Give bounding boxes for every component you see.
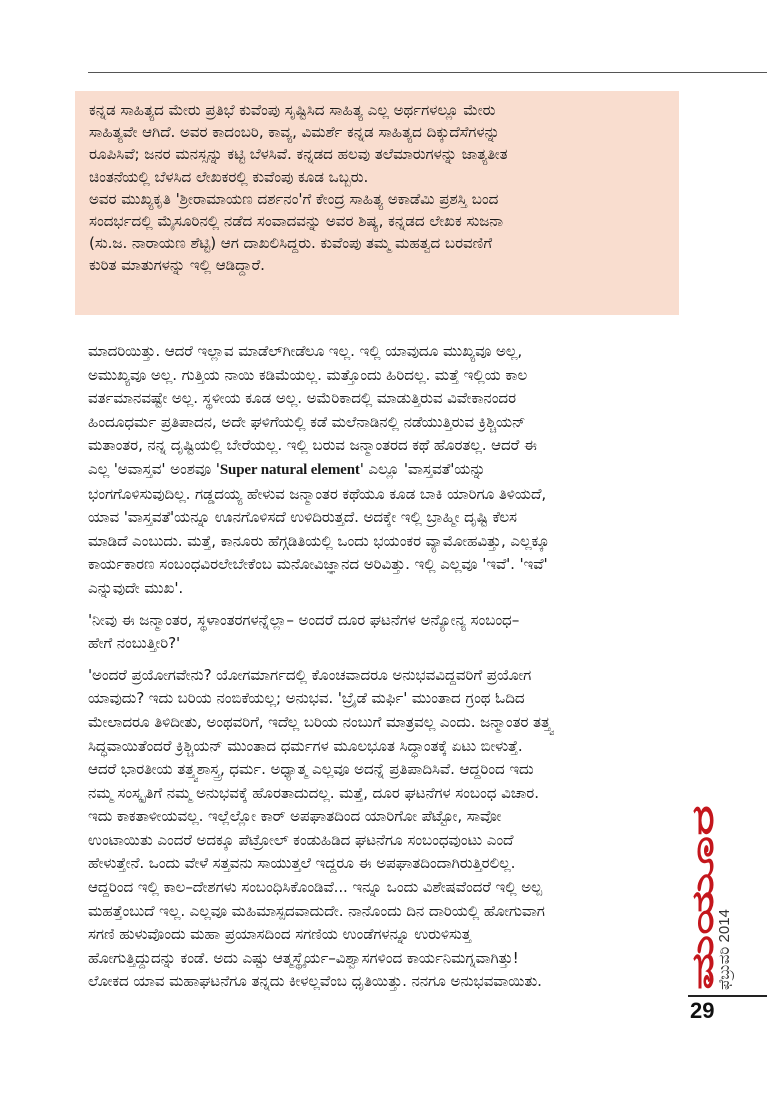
body-line: ಮಹತ್ತೆಂಬುದೆ ಇಲ್ಲ. ಎಲ್ಲವೂ ಮಹಿಮಾಸ್ಪದವಾದುದೇ. ನಾನೊಂದು ದಿನ ದಾರಿಯಲ್ಲಿ ಹೋಗುವಾಗ bbox=[88, 901, 545, 920]
body-line: ವರ್ತಮಾನವಷ್ಟೇ ಅಲ್ಲ. ಸ್ಥಳೀಯ ಕೂಡ ಅಲ್ಲ. ಅಮೆರಿಕಾದಲ್ಲಿ ಮಾಡುತ್ತಿರುವ ವಿವೇಕಾನಂದರ bbox=[88, 389, 516, 408]
issue-date: ಫೆಬ್ರುವರಿ 2014 bbox=[716, 909, 733, 990]
intro-line: ಕನ್ನಡ ಸಾಹಿತ್ಯದ ಮೇರು ಪ್ರತಿಭೆ ಕುವೆಂಪು ಸೃಷ್ಟಿಸಿದ ಸಾಹಿತ್ಯ ಎಲ್ಲ ಅರ್ಥಗಳಲ್ಲೂ ಮೇರು bbox=[89, 101, 496, 119]
paragraph bbox=[88, 609, 684, 656]
body-line: 'ಅಂದರೆ ಪ್ರಯೋಗವೇನು? ಯೋಗಮಾರ್ಗದಲ್ಲಿ ಕೊಂಚವಾದರೂ ಅನುಭವವಿದ್ದವರಿಗೆ ಪ್ರಯೋಗ bbox=[88, 665, 532, 684]
body-line: ಮಾಡಿದೆ ಎಂಬುದು. ಮತ್ತೆ, ಕಾನೂರು ಹೆಗ್ಗಡಿತಿಯಲ್ಲಿ ಒಂದು ಭಯಂಕರ ವ್ಯಾಮೋಹವಿತ್ತು, ಎಲ್ಲಕ್ಕೂ bbox=[88, 531, 550, 550]
magazine-sidebar bbox=[686, 800, 750, 990]
body-line bbox=[88, 458, 684, 483]
english-phrase: Super natural element bbox=[219, 461, 360, 478]
body-line: ಹೇಗೆ ನಂಬುತ್ತೀರಿ?' bbox=[88, 634, 181, 653]
body-line: ಯಾವ 'ವಾಸ್ತವತೆ'ಯನ್ನೂ ಊನಗೊಳಿಸದೆ ಉಳಿದಿರುತ್ತದೆ. ಅದಕ್ಕೇ ಇಲ್ಲಿ ಬ್ರಾಹ್ಮೀ ದೃಷ್ಟಿ ಕೆಲಸ bbox=[88, 508, 517, 527]
body-line: ಮೇಲಾದರೂ ತಿಳಿದೀತು, ಅಂಥವರಿಗೆ, ಇದೆಲ್ಲ ಬರಿಯ ನಂಬುಗೆ ಮಾತ್ರವಲ್ಲ ಎಂದು. ಜನ್ಮಾಂತರ ತತ್ತ್ವ bbox=[88, 712, 553, 731]
top-rule bbox=[88, 72, 767, 73]
article-body bbox=[88, 340, 684, 994]
body-line: ಹಿಂದೂಧರ್ಮ ಪ್ರತಿಪಾದನ, ಅದೇ ಘಳಿಗೆಯಲ್ಲಿ ಕಡೆ ಮಲೆನಾಡಿನಲ್ಲಿ ನಡೆಯುತ್ತಿರುವ ಕ್ರಿಶ್ಚಿಯನ್ bbox=[88, 412, 526, 431]
body-line: ಇದು ಕಾಕತಾಳೀಯವಲ್ಲ. ಇಲ್ಲೆಲ್ಲೋ ಕಾರ್ ಅಪಘಾತದಿಂದ ಯಾರಿಗೋ ಪೆಟ್ಟೋ, ಸಾವೋ bbox=[88, 807, 502, 826]
body-line: ಯಾವುದು? ಇದು ಬರಿಯ ನಂಬಿಕೆಯಲ್ಲ; ಅನುಭವ. 'ಬ್ರೈಡೆ ಮರ್ಫಿ' ಮುಂತಾದ ಗ್ರಂಥ ಓದಿದ bbox=[88, 689, 525, 708]
intro-line: ಅವರ ಮುಖ್ಯಕೃತಿ 'ಶ್ರೀರಾಮಾಯಣ ದರ್ಶನಂ'ಗೆ ಕೇಂದ್ರ ಸಾಹಿತ್ಯ ಅಕಾಡೆಮಿ ಪ್ರಶಸ್ತಿ ಬಂದ bbox=[89, 189, 499, 208]
intro-line: ಚಿಂತನೆಯಲ್ಲಿ ಬೆಳಸಿದ ಲೇಖಕರಲ್ಲಿ ಕುವೆಂಪು ಕೂಡ ಒಬ್ಬರು. bbox=[89, 167, 369, 186]
body-line: ಮತಾಂತರ, ನನ್ನ ದೃಷ್ಟಿಯಲ್ಲಿ ಬೇರೆಯಲ್ಲ. ಇಲ್ಲಿ ಬರುವ ಜನ್ಮಾಂತರದ ಕಥೆ ಹೊರತಲ್ಲ. ಆದರೆ ಈ bbox=[88, 436, 537, 455]
body-line: ಭಂಗಗೊಳಿಸುವುದಿಲ್ಲ. ಗಡ್ಡದಯ್ಯ ಹೇಳುವ ಜನ್ಮಾಂತರ ಕಥೆಯೂ ಕೂಡ ಬಾಕಿ ಯಾರಿಗೂ ತಿಳಿಯದೆ, bbox=[88, 484, 546, 503]
intro-line: (ಸು.ಜ. ನಾರಾಯಣ ಶೆಟ್ಟಿ) ಆಗ ದಾಖಲಿಸಿದ್ದರು. ಕುವೆಂಪು ತಮ್ಮ ಮಹತ್ವದ ಬರವಣಿಗೆ bbox=[89, 234, 493, 253]
page-number: 29 bbox=[690, 998, 715, 1023]
body-line: ಹೋಗುತ್ತಿದ್ದುದನ್ನು ಕಂಡೆ. ಅದು ಎಷ್ಟು ಆತ್ಮಸ್ಥೈರ್ಯ–ವಿಶ್ವಾಸಗಳಿಂದ ಕಾರ್ಯನಿಮಗ್ನವಾಗಿತ್ತು! bbox=[88, 948, 519, 967]
body-line: ಮಾದರಿಯಿತ್ತು. ಆದರೆ ಇಲ್ಲಾವ ಮಾಡೆಲ್‌ಗೀಡೆಲೂ ಇಲ್ಲ. ಇಲ್ಲಿ ಯಾವುದೂ ಮುಖ್ಯವೂ ಅಲ್ಲ, bbox=[88, 342, 523, 360]
intro-box bbox=[75, 91, 679, 315]
intro-line: ರೂಪಿಸಿವೆ; ಜನರ ಮನಸ್ಸನ್ನು ಕಟ್ಟಿ ಬೆಳಸಿವೆ. ಕನ್ನಡದ ಹಲವು ತಲೆಮಾರುಗಳನ್ನು ಜಾತ್ಯತೀತ bbox=[89, 145, 508, 164]
paragraph bbox=[88, 664, 684, 994]
paragraph bbox=[88, 340, 684, 601]
body-line: ಆದ್ದರಿಂದ ಇಲ್ಲಿ ಕಾಲ–ದೇಶಗಳು ಸಂಬಂಧಿಸಿಕೊಂಡಿವೆ... ಇನ್ನೂ ಒಂದು ವಿಶೇಷವೆಂದರೆ ಇಲ್ಲಿ ಅಲ್ಪ bbox=[88, 878, 542, 897]
body-line: 'ನೀವು ಈ ಜನ್ಮಾಂತರ, ಸ್ಥಳಾಂತರಗಳನ್ನೆಲ್ಲಾ– ಅಂದರೆ ದೂರ ಘಟನೆಗಳ ಅನ್ಯೋನ್ಯ ಸಂಬಂಧ– bbox=[88, 610, 520, 629]
body-line: ಅಮುಖ್ಯವೂ ಅಲ್ಲ. ಗುತ್ತಿಯ ನಾಯಿ ಕಡಿಮೆಯಲ್ಲ. ಮತ್ತೊಂದು ಹಿರಿದಲ್ಲ. ಮತ್ತೆ ಇಲ್ಲಿಯ ಕಾಲ bbox=[88, 365, 528, 384]
body-line: ಎನ್ನುವುದೇ ಮುಖ'. bbox=[88, 578, 184, 597]
body-line: ಹೇಳುತ್ತೇನೆ. ಒಂದು ವೇಳೆ ಸತ್ತವನು ಸಾಯುತ್ತಲೆ ಇದ್ದರೂ ಈ ಅಪಘಾತದಿಂದಾಗಿರುತ್ತಿರಲಿಲ್ಲ. bbox=[88, 854, 516, 873]
body-line: ಕಾರ್ಯಕಾರಣ ಸಂಬಂಧವಿರಲೇಬೇಕೆಂಬ ಮನೋವಿಜ್ಞಾನದ ಅರಿವಿತ್ತು. ಇಲ್ಲಿ ಎಲ್ಲವೂ 'ಇವೆ'. 'ಇವೆ' bbox=[88, 555, 548, 574]
body-line: ಆದರೆ ಭಾರತೀಯ ತತ್ತ್ವಶಾಸ್ತ್ರ, ಧರ್ಮ. ಅಧ್ಯಾತ್ಮ ಎಲ್ಲವೂ ಅದನ್ನೆ ಪ್ರತಿಪಾದಿಸಿವೆ. ಆದ್ದರಿಂದ ಇದು bbox=[88, 760, 534, 779]
body-line: ಸಿದ್ಧವಾಯಿತೆಂದರೆ ಕ್ರಿಶ್ಚಿಯನ್ ಮುಂತಾದ ಧರ್ಮಗಳ ಮೂಲಭೂತ ಸಿದ್ಧಾಂತಕ್ಕೆ ಏಟು ಬೀಳುತ್ತೆ. bbox=[88, 736, 523, 755]
body-line: ಉಂಟಾಯಿತು ಎಂದರೆ ಅದಕ್ಕೂ ಪೆಟ್ರೋಲ್ ಕಂಡುಹಿಡಿದ ಘಟನೆಗೂ ಸಂಬಂಧವುಂಟು ಎಂದೆ bbox=[88, 830, 514, 849]
body-text-segment: ' ಎಲ್ಲೂ 'ವಾಸ್ತವತೆ'ಯನ್ನು bbox=[359, 459, 486, 478]
body-line: ಲೋಕದ ಯಾವ ಮಹಾಘಟನೆಗೂ ತನ್ನದು ಕೀಳಲ್ಲವೆಂಬ ಧೃತಿಯಿತ್ತು. ನನಗೂ ಅನುಭವವಾಯಿತು. bbox=[88, 972, 542, 991]
body-line: ಸಗಣಿ ಹುಳುವೊಂದು ಮಹಾ ಪ್ರಯಾಸದಿಂದ ಸಗಣಿಯ ಉಂಡೆಗಳನ್ನೂ ಉರುಳಿಸುತ್ತ bbox=[88, 925, 471, 944]
intro-line: ಸಂದರ್ಭದಲ್ಲಿ ಮೈಸೂರಿನಲ್ಲಿ ನಡೆದ ಸಂವಾದವನ್ನು ಅವರ ಶಿಷ್ಯ, ಕನ್ನಡದ ಲೇಖಕ ಸುಜನಾ bbox=[89, 212, 504, 231]
intro-line: ಸಾಹಿತ್ಯವೇ ಆಗಿದೆ. ಅವರ ಕಾದಂಬರಿ, ಕಾವ್ಯ, ವಿಮರ್ಶೆ ಕನ್ನಡ ಸಾಹಿತ್ಯದ ದಿಕ್ಕುದೆಸೆಗಳನ್ನು bbox=[89, 123, 500, 142]
masthead-text: ಮಯೂರ bbox=[686, 894, 721, 990]
body-line: ನಮ್ಮ ಸಂಸ್ಕೃತಿಗೆ ನಮ್ಮ ಅನುಭವಕ್ಕೆ ಹೊರತಾದುದಲ್ಲ. ಮತ್ತೆ, ದೂರ ಘಟನೆಗಳ ಸಂಬಂಧ ವಿಚಾರ. bbox=[88, 783, 539, 802]
intro-line: ಕುರಿತ ಮಾತುಗಳನ್ನು ಇಲ್ಲಿ ಆಡಿದ್ದಾರೆ. bbox=[89, 256, 265, 275]
page-number-rule bbox=[688, 995, 767, 997]
body-text-segment: ಎಲ್ಲ 'ಅವಾಸ್ತವ' ಅಂಶವೂ ' bbox=[88, 459, 220, 478]
